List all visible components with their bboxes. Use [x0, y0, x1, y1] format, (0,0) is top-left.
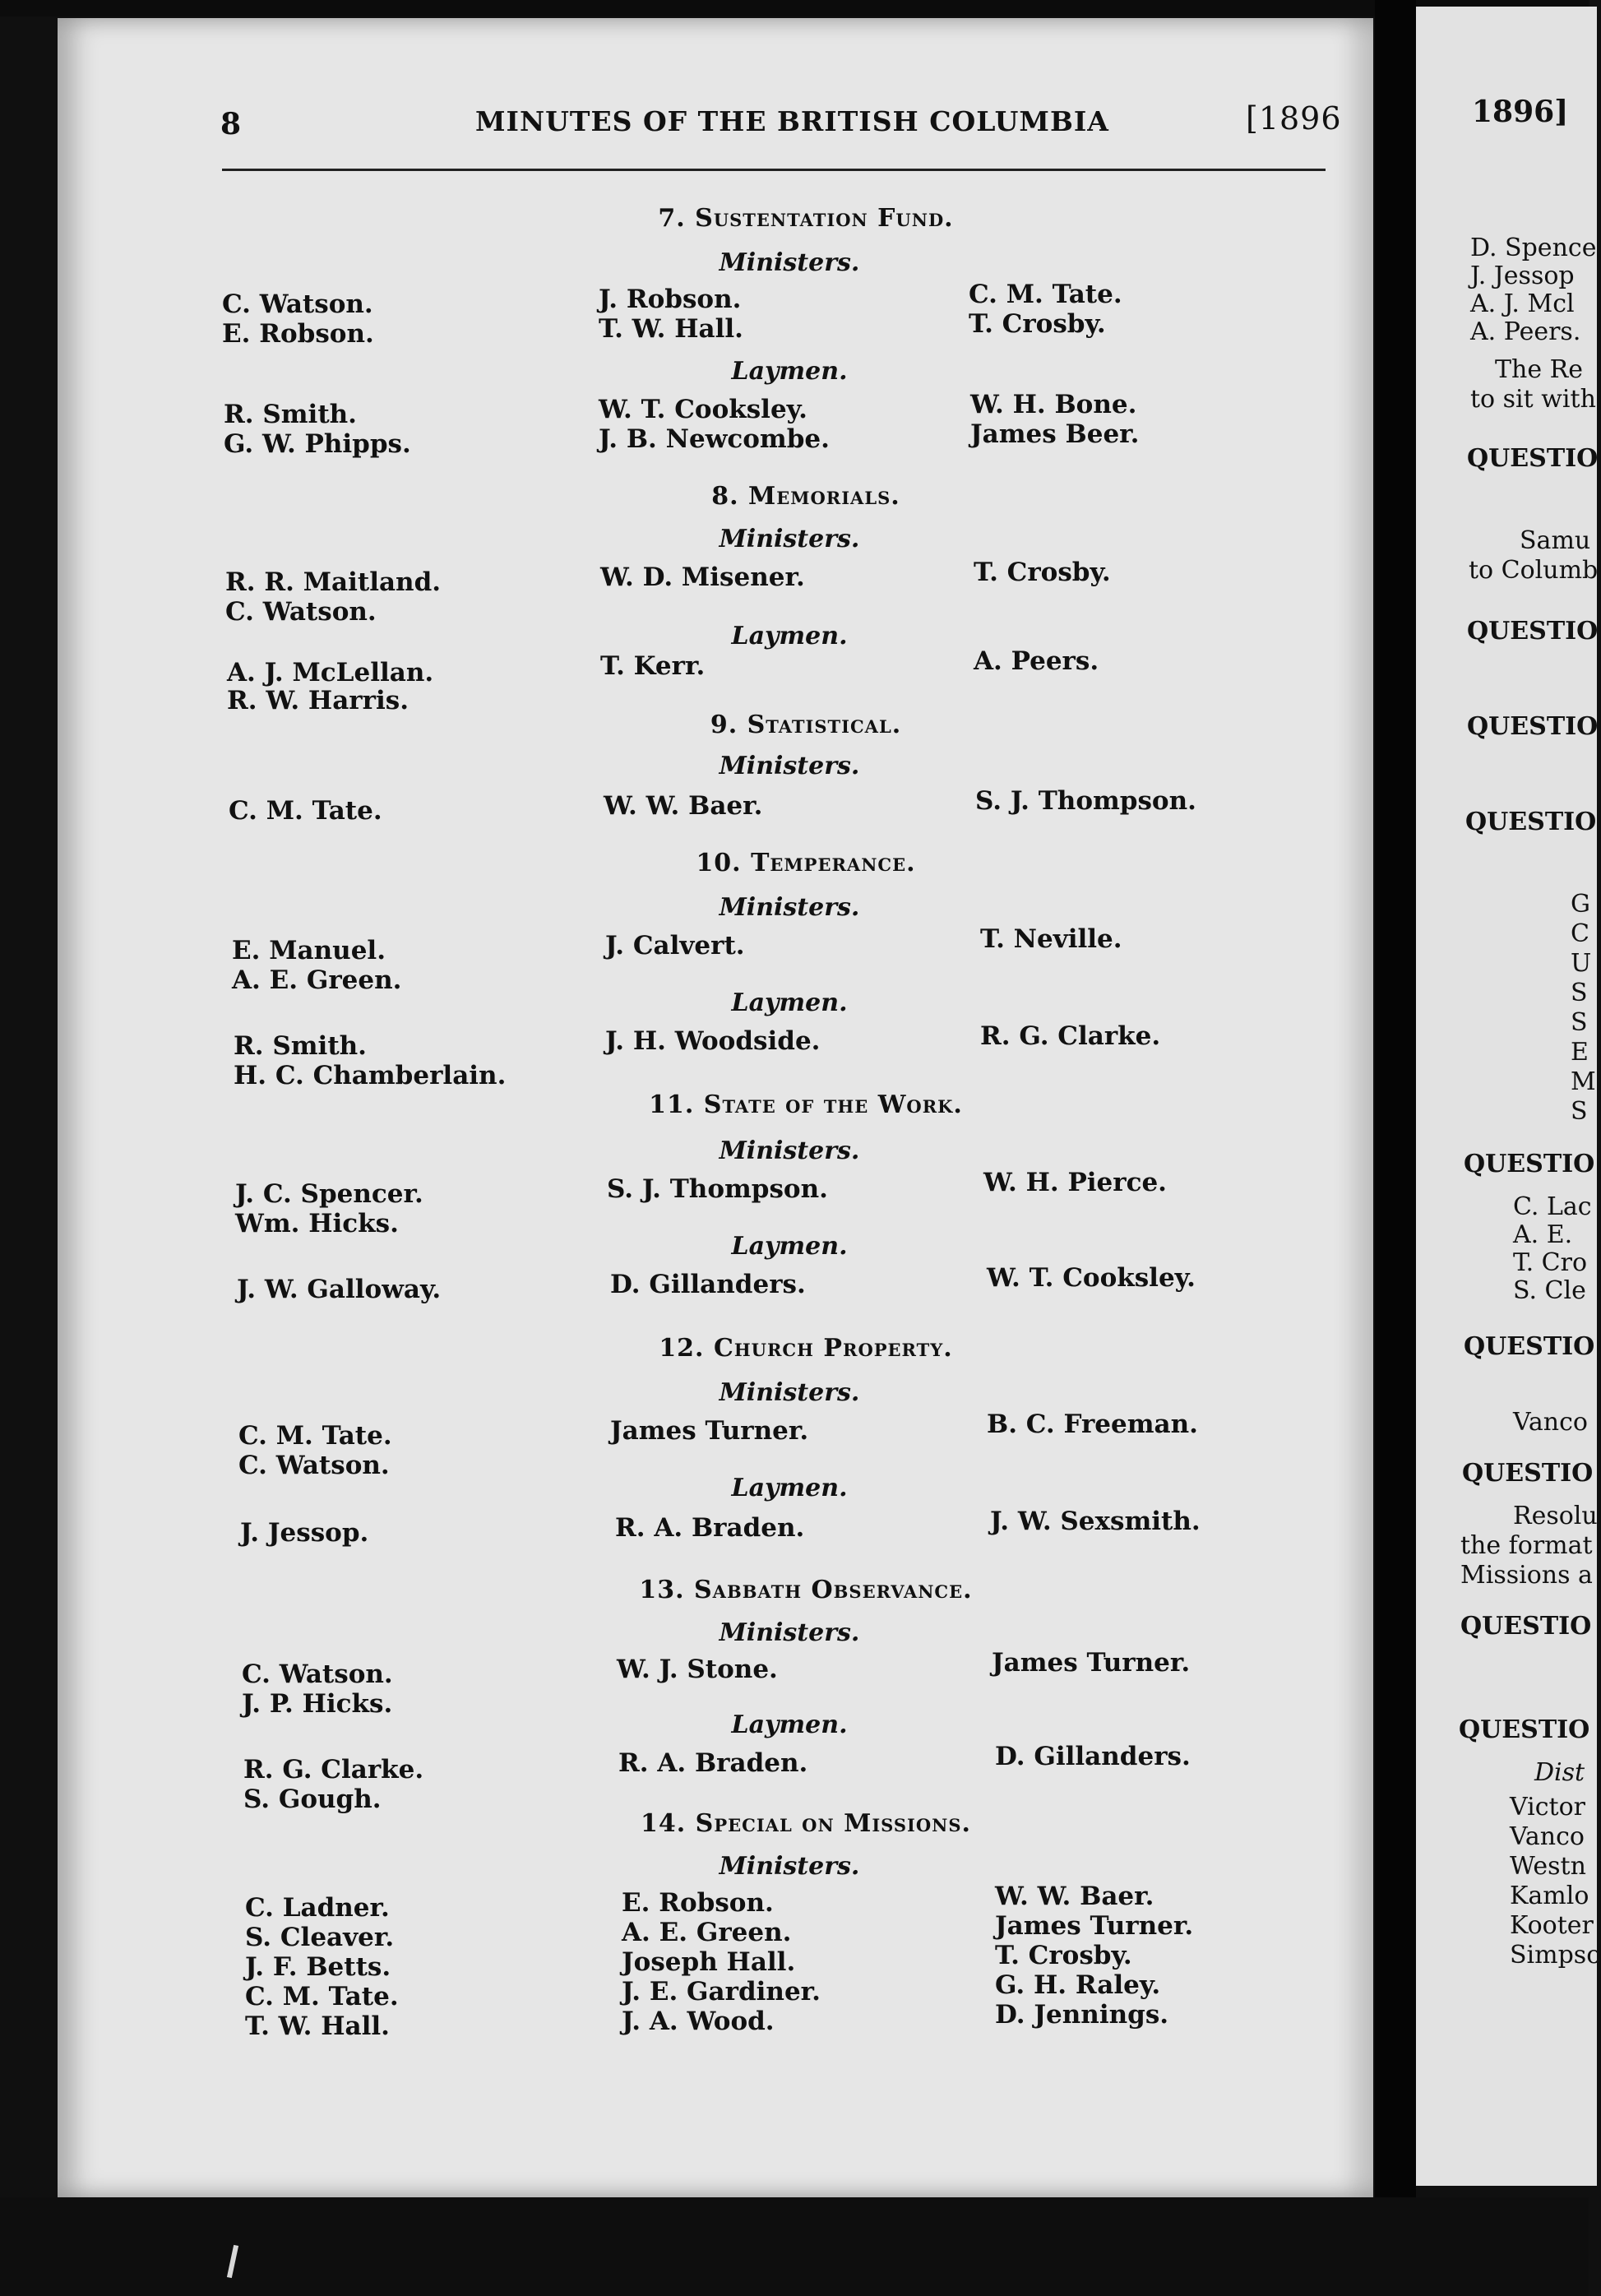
member-name: C. Watson.: [222, 289, 373, 319]
group-label: Laymen.: [731, 622, 848, 650]
member-name: J. Jessop.: [240, 1518, 369, 1548]
right-page-line: A. J. Mcl: [1470, 289, 1575, 318]
member-name: R. Smith.: [224, 400, 357, 429]
member-name: W. D. Misener.: [600, 562, 805, 592]
right-page-line: S. Cle: [1513, 1276, 1586, 1305]
right-page-line: Victor: [1510, 1793, 1585, 1822]
member-name: C. M. Tate.: [238, 1421, 392, 1451]
member-name: C. Watson.: [225, 597, 377, 627]
member-name: W. J. Stone.: [617, 1655, 778, 1684]
member-name: D. Jennings.: [995, 2000, 1169, 2030]
right-page-line: S: [1571, 979, 1588, 1007]
right-page-line: C: [1571, 919, 1589, 948]
member-name: D. Gillanders.: [610, 1270, 806, 1299]
right-page-line: G: [1571, 890, 1590, 919]
member-name: J. Calvert.: [605, 931, 745, 961]
group-label: Ministers.: [719, 525, 860, 553]
member-name: C. Ladner.: [245, 1893, 390, 1923]
member-name: C. M. Tate.: [229, 796, 382, 826]
right-page-line: QUESTIO: [1465, 808, 1597, 836]
member-name: James Turner.: [995, 1911, 1194, 1941]
group-label: Ministers.: [719, 1378, 860, 1407]
running-title: MINUTES OF THE BRITISH COLUMBIA: [475, 105, 1109, 137]
member-name: S. J. Thompson.: [975, 786, 1196, 816]
member-name: J. Robson.: [599, 285, 742, 314]
member-name: J. E. Gardiner.: [622, 1977, 821, 2007]
member-name: J. W. Sexsmith.: [990, 1507, 1201, 1536]
member-name: W. H. Pierce.: [983, 1168, 1167, 1197]
section-title: 11. State of the Work.: [649, 1090, 963, 1119]
right-page-year: 1896]: [1472, 95, 1569, 129]
member-name: S. J. Thompson.: [607, 1174, 828, 1204]
group-label: Ministers.: [719, 752, 860, 780]
group-label: Ministers.: [719, 1618, 860, 1647]
member-name: D. Gillanders.: [995, 1742, 1191, 1771]
right-page-line: Vanco: [1510, 1822, 1585, 1851]
right-page-line: Missions a: [1460, 1561, 1593, 1590]
book-gutter: [1375, 0, 1416, 2296]
right-page-line: A. E.: [1513, 1220, 1573, 1249]
right-page-line: Vanco: [1513, 1408, 1588, 1437]
group-label: Laymen.: [731, 357, 848, 386]
member-name: S. Gough.: [243, 1784, 382, 1814]
right-page-line: S: [1571, 1008, 1588, 1037]
group-label: Laymen.: [731, 988, 848, 1017]
right-page-line: Samu: [1520, 526, 1591, 555]
member-name: A. E. Green.: [232, 965, 402, 995]
member-name: W. W. Baer.: [604, 791, 763, 821]
header-rule: [222, 169, 1326, 171]
member-name: J. C. Spencer.: [235, 1179, 423, 1209]
member-name: J. W. Galloway.: [237, 1275, 442, 1304]
member-name: Joseph Hall.: [622, 1947, 796, 1977]
member-name: J. B. Newcombe.: [599, 424, 830, 454]
header-year: [1896: [1246, 100, 1342, 137]
right-page-line: the format: [1460, 1531, 1593, 1560]
section-title: 9. Statistical.: [710, 711, 902, 739]
member-name: James Turner.: [610, 1416, 809, 1446]
section-title: 12. Church Property.: [659, 1334, 953, 1363]
member-name: A. J. McLellan.: [227, 658, 434, 687]
member-name: T. W. Hall.: [245, 2011, 390, 2041]
right-page-line: Simpso: [1510, 1941, 1601, 1970]
group-label: Laymen.: [731, 1474, 848, 1502]
right-page-line: Dist: [1534, 1758, 1585, 1787]
member-name: T. Crosby.: [969, 309, 1106, 339]
right-page-line: QUESTIO: [1467, 712, 1599, 741]
member-name: B. C. Freeman.: [987, 1410, 1198, 1439]
section-title: 7. Sustentation Fund.: [658, 204, 954, 233]
member-name: C. M. Tate.: [969, 280, 1122, 309]
member-name: S. Cleaver.: [245, 1923, 395, 1952]
section-title: 10. Temperance.: [696, 849, 916, 877]
member-name: R. G. Clarke.: [243, 1755, 424, 1784]
right-page-line: Kooter: [1510, 1911, 1594, 1940]
section-title: 14. Special on Missions.: [641, 1809, 971, 1838]
member-name: J. F. Betts.: [245, 1952, 391, 1982]
member-name: C. M. Tate.: [245, 1982, 399, 2011]
member-name: T. W. Hall.: [599, 314, 743, 344]
member-name: R. A. Braden.: [618, 1748, 808, 1778]
right-page-line: The Re: [1495, 355, 1583, 384]
right-page-line: Resolu: [1513, 1502, 1598, 1530]
section-title: 13. Sabbath Observance.: [639, 1576, 973, 1604]
right-page-line: A. Peers.: [1470, 317, 1581, 346]
group-label: Ministers.: [719, 1136, 860, 1165]
member-name: T. Kerr.: [600, 651, 706, 681]
member-name: R. Smith.: [234, 1031, 367, 1061]
member-name: James Beer.: [970, 419, 1140, 449]
member-name: A. E. Green.: [622, 1918, 792, 1947]
right-page-line: to sit with: [1470, 385, 1596, 414]
member-name: R. W. Harris.: [227, 686, 409, 715]
member-name: W. T. Cooksley.: [987, 1263, 1196, 1293]
member-name: E. Robson.: [622, 1888, 774, 1918]
member-name: T. Crosby.: [995, 1941, 1132, 1970]
member-name: Wm. Hicks.: [235, 1209, 399, 1238]
right-page-line: QUESTIO: [1460, 1612, 1592, 1641]
member-name: C. Watson.: [242, 1660, 393, 1689]
right-page-line: to Columb: [1469, 556, 1599, 585]
right-page-line: QUESTIO: [1462, 1459, 1594, 1488]
group-label: Laymen.: [731, 1710, 848, 1739]
right-page-line: Westn: [1510, 1852, 1586, 1881]
member-name: J. A. Wood.: [622, 2007, 775, 2036]
right-page-line: E: [1571, 1038, 1589, 1067]
member-name: A. Peers.: [974, 646, 1099, 676]
member-name: W. W. Baer.: [995, 1882, 1154, 1911]
right-page-line: C. Lac: [1513, 1192, 1592, 1221]
group-label: Ministers.: [719, 1852, 860, 1881]
member-name: J. P. Hicks.: [242, 1689, 393, 1719]
right-page-line: D. Spence: [1470, 234, 1597, 262]
right-page-line: QUESTIO: [1467, 444, 1599, 473]
member-name: G. W. Phipps.: [224, 429, 411, 459]
right-page-line: J. Jessop: [1470, 262, 1575, 290]
member-name: T. Crosby.: [974, 558, 1111, 587]
right-page-line: QUESTIO: [1464, 1332, 1595, 1361]
scan-border-top: [0, 0, 1589, 16]
member-name: T. Neville.: [980, 924, 1122, 954]
group-label: Ministers.: [719, 893, 860, 922]
right-page-line: Kamlo: [1510, 1882, 1589, 1910]
member-name: R. A. Braden.: [615, 1513, 805, 1543]
member-name: J. H. Woodside.: [605, 1026, 821, 1056]
section-title: 8. Memorials.: [711, 482, 900, 511]
member-name: C. Watson.: [238, 1451, 390, 1480]
member-name: E. Robson.: [222, 319, 374, 349]
right-page-line: QUESTIO: [1464, 1150, 1595, 1178]
right-page-line: QUESTIO: [1459, 1715, 1590, 1744]
right-page-line: T. Cro: [1513, 1248, 1588, 1277]
page-number: 8: [220, 107, 243, 141]
member-name: H. C. Chamberlain.: [234, 1061, 507, 1090]
group-label: Laymen.: [731, 1232, 848, 1261]
member-name: James Turner.: [992, 1648, 1191, 1678]
member-name: R. R. Maitland.: [225, 567, 442, 597]
member-name: W. T. Cooksley.: [599, 395, 807, 424]
right-page-line: M: [1571, 1067, 1596, 1096]
right-page-line: QUESTIO: [1467, 617, 1599, 646]
right-page-line: U: [1571, 949, 1592, 978]
group-label: Ministers.: [719, 248, 860, 277]
member-name: R. G. Clarke.: [980, 1021, 1161, 1051]
member-name: G. H. Raley.: [995, 1970, 1161, 2000]
member-name: E. Manuel.: [232, 936, 386, 965]
right-page-line: S: [1571, 1097, 1588, 1126]
member-name: W. H. Bone.: [970, 390, 1137, 419]
